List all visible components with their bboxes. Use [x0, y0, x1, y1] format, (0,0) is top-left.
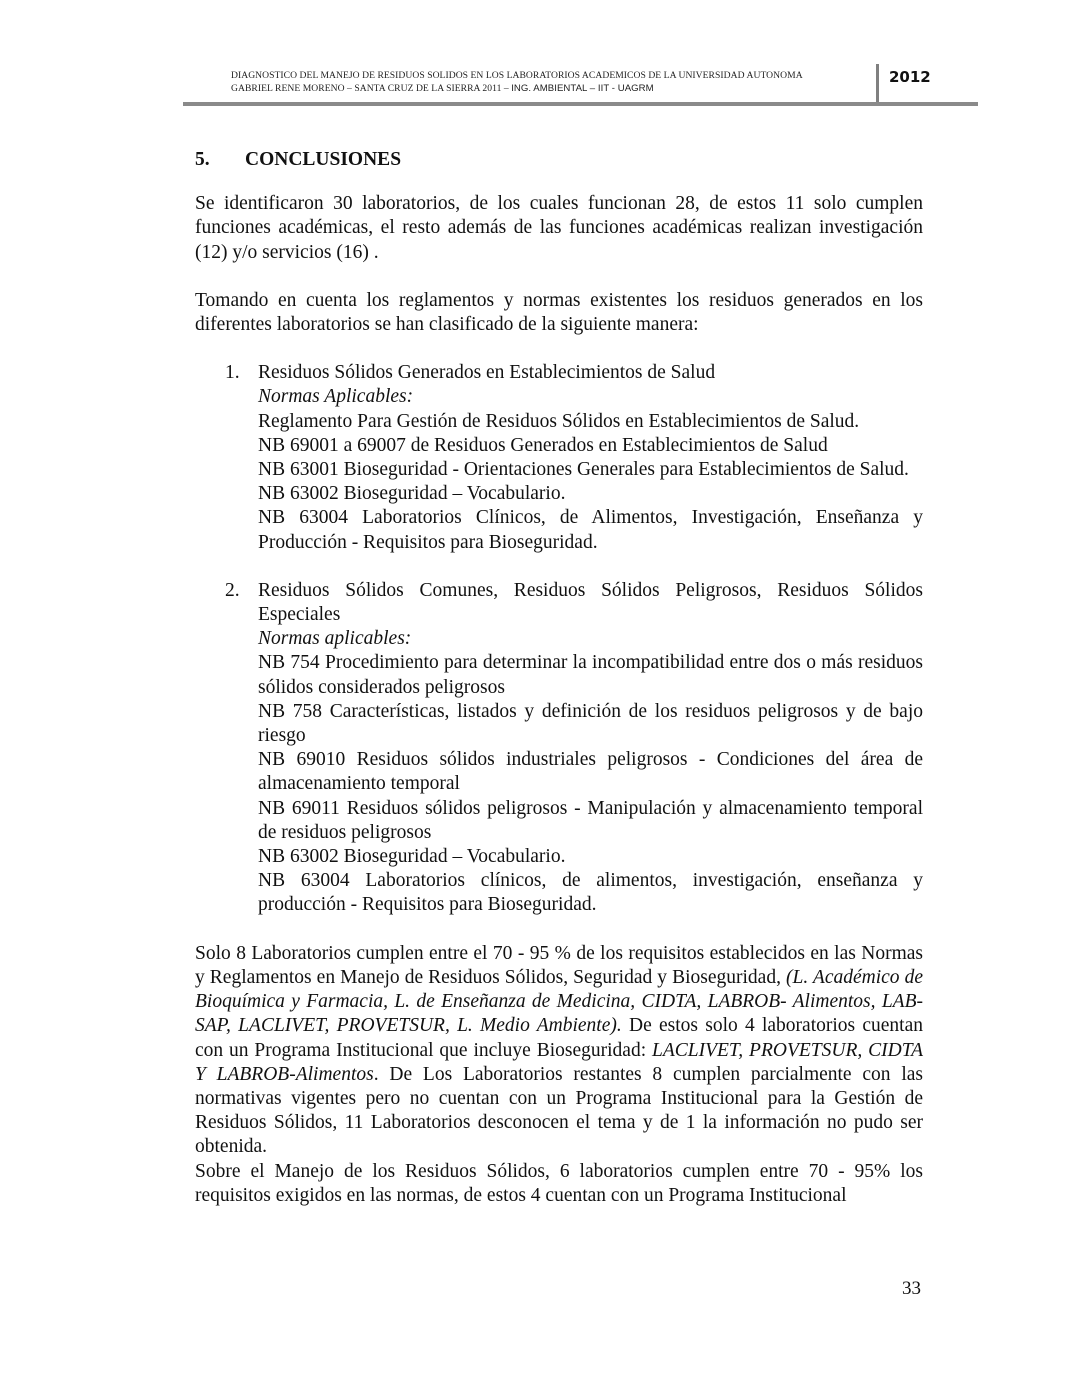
norm-item: NB 63002 Bioseguridad – Vocabulario. — [258, 846, 566, 868]
norm-item: Reglamento Para Gestión de Residuos Sólidos en Establecimientos de Salud. — [258, 410, 860, 432]
text-run-italic: (L. Académico de Bioquímica y Farmacia, L. de Enseñanza de Medicina, CIDTA, LABROB- Alimentos, LAB-SAP, LACLIVET, PROVETSUR, L. Medio Ambiente). — [195, 966, 923, 1037]
list-marker: 1. — [225, 362, 240, 384]
text-run-italic: LACLIVET, PROVETSUR, CIDTA Y LABROB-Alimentos — [195, 1039, 924, 1085]
header-year: 2012 — [889, 68, 931, 86]
norm-item: NB 754 Procedimiento para determinar la incompatibilidad entre dos o más residuos sólidos considerados peligrosos — [258, 652, 923, 698]
paragraph-classification-intro: Tomando en cuenta los reglamentos y normas existentes los residuos generados en los diferentes laboratorios se han clasificado de la siguiente manera: — [195, 289, 923, 336]
norm-item: NB 69001 a 69007 de Residuos Generados en Establecimientos de Salud — [258, 434, 828, 456]
norm-item: NB 63004 Laboratorios Clínicos, de Alimentos, Investigación, Enseñanza y Producción - Requisitos para Bioseguridad. — [258, 507, 923, 553]
norm-item: NB 758 Características, listados y definición de los residuos peligrosos y de bajo riesgo — [258, 700, 923, 747]
norm-item: NB 63002 Bioseguridad – Vocabulario. — [258, 483, 566, 505]
header-divider-horizontal — [183, 102, 978, 106]
text-run: De estos solo 4 laboratorios cuentan con un Programa Institucional que incluye Bioseguridad: — [195, 1015, 923, 1061]
list-item-1 — [195, 361, 923, 555]
list-item-title: Residuos Sólidos Generados en Establecimientos de Salud — [258, 362, 716, 384]
text-run: Solo 8 Laboratorios cumplen entre el 70 - 95 % de los requisitos establecidos en las Normas y Reglamentos en Manejo de Residuos Sólidos, Seguridad y Bioseguridad, — [195, 942, 923, 988]
list-item-subtitle: Normas aplicables: — [258, 628, 412, 650]
list-item-title: Residuos Sólidos Comunes, Residuos Sólidos Peligrosos, Residuos Sólidos Especiales — [258, 579, 923, 626]
header-line-2-serif: GABRIEL RENE MORENO – SANTA CRUZ DE LA SIERRA 2011 – — [231, 83, 512, 94]
norm-item: NB 69010 Residuos sólidos industriales peligrosos - Condiciones del área de almacenamiento temporal — [258, 749, 923, 795]
page-number: 33 — [902, 1278, 921, 1299]
paragraph-solid-waste-management: Sobre el Manejo de los Residuos Sólidos, 6 laboratorios cumplen entre 70 - 95% los requisitos exigidos en las normas, de estos 4 cuentan con un Programa Institucional — [195, 1160, 923, 1206]
paragraph-compliance-summary — [195, 942, 923, 1160]
header-title — [231, 69, 803, 95]
header-line-1: DIAGNOSTICO DEL MANEJO DE RESIDUOS SOLIDOS EN LOS LABORATORIOS ACADEMICOS DE LA UNIVERSIDAD AUTONOMA — [231, 70, 803, 81]
section-title: CONCLUSIONES — [245, 149, 402, 170]
list-item-subtitle: Normas Aplicables: — [258, 386, 414, 408]
header-line-2 — [231, 82, 803, 95]
norm-item: NB 63001 Bioseguridad - Orientaciones Generales para Establecimientos de Salud. — [258, 459, 909, 481]
page-content — [195, 148, 923, 1208]
header-divider-vertical — [876, 64, 879, 104]
paragraph-laboratories-identified: Se identificaron 30 laboratorios, de los cuales funcionan 28, de estos 11 solo cumplen funciones académicas, el resto además de las funciones académicas realizan investigación (12) y/o servicios (16) . — [195, 193, 923, 263]
section-number: 5. — [195, 149, 210, 170]
list-item-2 — [195, 579, 923, 918]
section-heading — [195, 148, 923, 172]
text-run: . De Los Laboratorios restantes 8 cumplen parcialmente con las normativas vigentes pero no cuentan con un Programa Institucional para la Gestión de Residuos Sólidos, 11 Laboratorios desconocen el tema y de 1 la información no pudo ser obtenida. — [195, 1063, 923, 1158]
page-header — [183, 64, 978, 104]
header-line-2-sans: ING. AMBIENTAL – IIT - UAGRM — [511, 83, 654, 94]
norm-item: NB 63004 Laboratorios clínicos, de alimentos, investigación, enseñanza y producción - Requisitos para Bioseguridad. — [258, 870, 923, 916]
norm-item: NB 69011 Residuos sólidos peligrosos - Manipulación y almacenamiento temporal de residuos peligrosos — [258, 797, 923, 843]
list-marker: 2. — [225, 579, 240, 601]
